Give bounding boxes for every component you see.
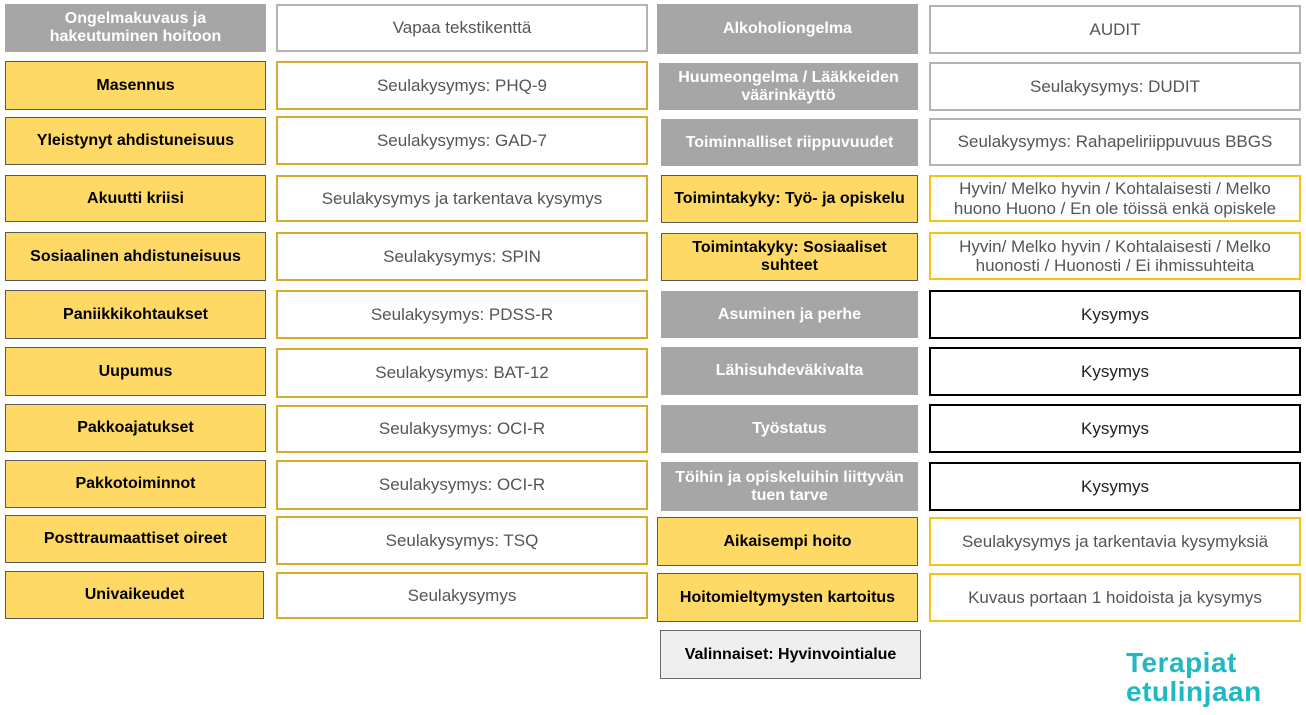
logo-line-1: Terapiat [1126,647,1237,678]
value-lahisuhdevakivalta: Kysymys [929,347,1301,396]
value-huumeongelma: Seulakysymys: DUDIT [929,62,1301,111]
value-toimintakyky-tyo: Hyvin/ Melko hyvin / Kohtalaisesti / Melko huono Huono / En ole töissä enkä opiskele [929,175,1301,222]
label-pakkotoiminnot: Pakkotoiminnot [5,460,266,508]
value-univaikeudet: Seulakysymys [276,572,648,619]
label-asuminen-ja-perhe: Asuminen ja perhe [661,291,918,338]
label-paniikkikohtaukset: Paniikkikohtaukset [5,290,266,339]
value-toimintakyky-sosiaaliset: Hyvin/ Melko hyvin / Kohtalaisesti / Melko huonosti / Huonosti / Ei ihmissuhteita [929,232,1301,280]
value-tyostatus: Kysymys [929,404,1301,453]
logo-line-2: etulinjaan [1126,676,1262,707]
label-huumeongelma: Huumeongelma / Lääkkeiden väärinkäyttö [659,63,918,110]
label-sosiaalinen-ahdistuneisuus: Sosiaalinen ahdistuneisuus [5,232,266,281]
label-posttraumaattiset-oireet: Posttraumaattiset oireet [5,515,266,563]
value-tuen-tarve: Kysymys [929,462,1301,511]
label-tyostatus: Työstatus [661,405,918,453]
label-hoitomieltymysten-kartoitus: Hoitomieltymysten kartoitus [657,573,918,622]
label-valinnaiset-hyvinvointialue: Valinnaiset: Hyvinvointialue [660,630,921,679]
label-alkoholiongelma: Alkoholiongelma [657,4,918,54]
value-asuminen-ja-perhe: Kysymys [929,290,1301,339]
label-akuutti-kriisi: Akuutti kriisi [5,175,266,222]
label-yleistynyt-ahdistuneisuus: Yleistynyt ahdistuneisuus [5,117,266,165]
value-paniikkikohtaukset: Seulakysymys: PDSS-R [276,290,648,339]
label-toimintakyky-tyo: Toimintakyky: Työ- ja opiskelu [661,175,918,223]
value-uupumus: Seulakysymys: BAT-12 [276,348,648,398]
label-aikaisempi-hoito: Aikaisempi hoito [657,517,918,566]
label-pakkoajatukset: Pakkoajatukset [5,404,266,452]
value-posttraumaattiset-oireet: Seulakysymys: TSQ [276,516,648,565]
value-masennus: Seulakysymys: PHQ-9 [276,61,648,110]
value-yleistynyt-ahdistuneisuus: Seulakysymys: GAD-7 [276,116,648,165]
value-pakkotoiminnot: Seulakysymys: OCI-R [276,460,648,510]
value-akuutti-kriisi: Seulakysymys ja tarkentava kysymys [276,175,648,222]
value-toiminnalliset-riippuvuudet: Seulakysymys: Rahapeliriippuvuus BBGS [929,118,1301,166]
terapiat-etulinjaan-logo [1126,648,1262,706]
label-univaikeudet: Univaikeudet [5,571,264,619]
value-ongelmakuvaus: Vapaa tekstikenttä [276,4,648,52]
label-ongelmakuvaus: Ongelmakuvaus ja hakeutuminen hoitoon [5,4,266,52]
value-aikaisempi-hoito: Seulakysymys ja tarkentavia kysymyksiä [929,517,1301,566]
value-alkoholiongelma: AUDIT [929,5,1301,54]
label-masennus: Masennus [5,61,266,110]
value-pakkoajatukset: Seulakysymys: OCI-R [276,405,648,453]
label-toiminnalliset-riippuvuudet: Toiminnalliset riippuvuudet [661,119,918,166]
label-toimintakyky-sosiaaliset: Toimintakyky: Sosiaaliset suhteet [661,233,918,281]
label-lahisuhdevakivalta: Lähisuhdeväkivalta [661,347,918,395]
label-uupumus: Uupumus [5,347,266,396]
label-tuen-tarve: Töihin ja opiskeluihin liittyvän tuen tarve [661,462,918,511]
value-sosiaalinen-ahdistuneisuus: Seulakysymys: SPIN [276,232,648,281]
value-hoitomieltymysten-kartoitus: Kuvaus portaan 1 hoidoista ja kysymys [929,573,1301,622]
